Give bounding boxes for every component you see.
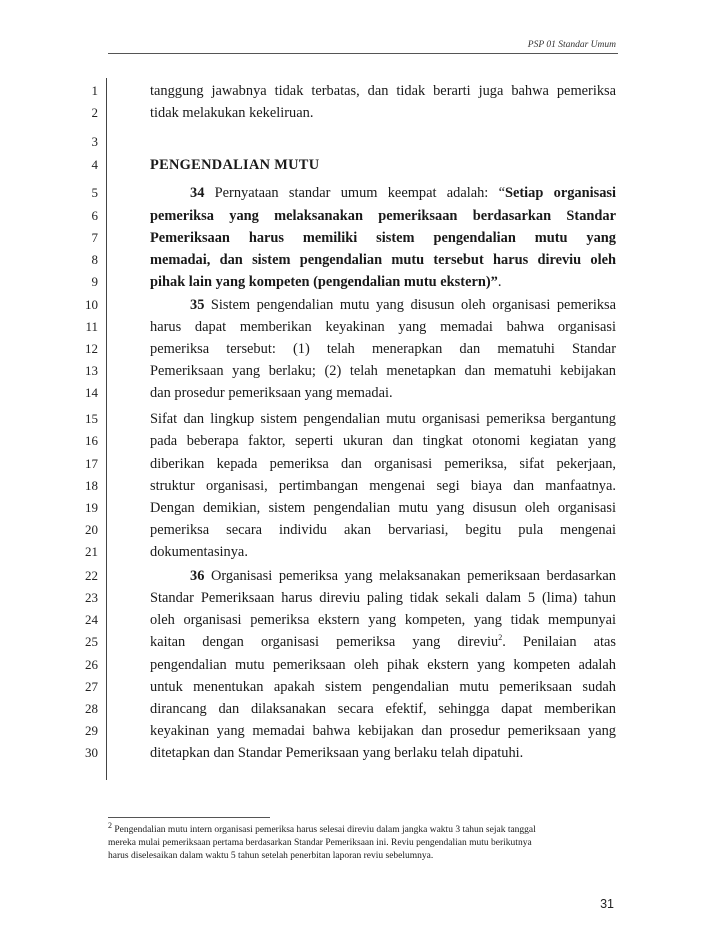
line-number: 6 bbox=[91, 208, 98, 223]
line-number: 27 bbox=[85, 679, 98, 694]
line-number: 24 bbox=[85, 612, 98, 627]
text-line: dirancang dan dilaksanakan secara efektif, sehingga dapat memberikan bbox=[150, 701, 616, 717]
line-number: 9 bbox=[91, 274, 98, 289]
paragraph-number: 35 bbox=[190, 297, 205, 313]
line-number: 29 bbox=[85, 723, 98, 738]
line-number: 7 bbox=[91, 230, 98, 245]
line-number: 14 bbox=[85, 385, 98, 400]
paragraph-36-line: 36 Organisasi pemeriksa yang melaksanakan pemeriksaan berdasarkan bbox=[190, 568, 616, 584]
line-number: 20 bbox=[85, 522, 98, 537]
line-number: 3 bbox=[91, 134, 98, 149]
line-number: 12 bbox=[85, 341, 98, 356]
line-number: 28 bbox=[85, 701, 98, 716]
header-title: PSP 01 Standar Umum bbox=[527, 40, 616, 50]
line-number: 10 bbox=[85, 297, 98, 312]
text-line: Dengan demikian, sistem pengendalian mutu yang disusun oleh organisasi bbox=[150, 500, 616, 516]
line-number: 15 bbox=[85, 411, 98, 426]
text-line: kaitan dengan organisasi pemeriksa yang direviu$^2$. Penilaian atas bbox=[150, 633, 616, 650]
footnote-reference[interactable]: 2 bbox=[498, 633, 503, 643]
line-number: 23 bbox=[85, 590, 98, 605]
line-number: 30 bbox=[85, 745, 98, 760]
paragraph-35-line: 35 Sistem pengendalian mutu yang disusun oleh organisasi pemeriksa bbox=[190, 297, 616, 313]
line-number: 11 bbox=[85, 319, 98, 334]
footnote-line: mereka mulai pemeriksaan pertama berdasarkan Standar Pemeriksaan ini. Reviu pengendalian mutu berikutnya bbox=[108, 838, 532, 848]
line-number: 22 bbox=[85, 568, 98, 583]
line-number: 4 bbox=[91, 157, 98, 172]
text-line: Pemeriksaan yang berlaku; (2) telah menetapkan dan mematuhi kebijakan bbox=[150, 363, 616, 379]
header-rule bbox=[108, 53, 618, 54]
text-line: untuk menentukan apakah sistem pengendalian mutu pemeriksaan sudah bbox=[150, 679, 616, 695]
footnote-marker: 2 bbox=[108, 820, 112, 830]
paragraph-number: 36 bbox=[190, 568, 205, 584]
text-line: pemeriksa yang melaksanakan pemeriksaan berdasarkan Standar bbox=[150, 208, 616, 224]
text-line: memadai, dan sistem pengendalian mutu tersebut harus direviu oleh bbox=[150, 252, 616, 268]
text-line: pihak lain yang kompeten (pengendalian mutu ekstern)”. bbox=[150, 274, 502, 290]
line-number: 5 bbox=[91, 185, 98, 200]
text-line: Pemeriksaan harus memiliki sistem pengendalian mutu yang bbox=[150, 230, 616, 246]
section-heading: PENGENDALIAN MUTU bbox=[150, 157, 320, 173]
line-number: 25 bbox=[85, 634, 98, 649]
line-number: 16 bbox=[85, 433, 98, 448]
text-line: pengendalian mutu pemeriksaan oleh pihak ekstern yang kompeten adalah bbox=[150, 657, 616, 673]
text-line: dan prosedur pemeriksaan yang memadai. bbox=[150, 385, 393, 401]
line-number: 26 bbox=[85, 657, 98, 672]
text-line: dokumentasinya. bbox=[150, 544, 248, 560]
text-line: harus dapat memberikan keyakinan yang memadai bahwa organisasi bbox=[150, 319, 616, 335]
text-line: Standar Pemeriksaan harus direviu paling tidak sekali dalam 5 (lima) tahun bbox=[150, 590, 616, 606]
footnote-line: harus diselesaikan dalam waktu 5 tahun setelah penerbitan laporan reviu sebelumnya. bbox=[108, 851, 434, 861]
line-number: 17 bbox=[85, 456, 98, 471]
line-number: 19 bbox=[85, 500, 98, 515]
line-number: 8 bbox=[91, 252, 98, 267]
line-number: 13 bbox=[85, 363, 98, 378]
text-line: ditetapkan dan Standar Pemeriksaan yang berlaku telah dipatuhi. bbox=[150, 745, 524, 761]
text-line: tanggung jawabnya tidak terbatas, dan tidak berarti juga bahwa pemeriksa bbox=[150, 83, 616, 99]
text-line: pada beberapa faktor, seperti ukuran dan tingkat otonomi kegiatan yang bbox=[150, 433, 616, 449]
text-line: struktur organisasi, pertimbangan mengenai segi biaya dan manfaatnya. bbox=[150, 478, 616, 494]
text-line: pemeriksa tersebut: (1) telah menerapkan dan mematuhi Standar bbox=[150, 341, 616, 357]
text-line: Sifat dan lingkup sistem pengendalian mutu organisasi pemeriksa bergantung bbox=[150, 411, 616, 427]
paragraph-34-line: 34 Pernyataan standar umum keempat adalah: “Setiap organisasi bbox=[190, 185, 616, 201]
line-number: 2 bbox=[91, 105, 98, 120]
line-number: 21 bbox=[85, 544, 98, 559]
line-number-rule bbox=[106, 78, 107, 780]
footnote-line: $^2$ Pengendalian mutu intern organisasi pemeriksa harus selesai direviu dalam jangka waktu 3 tahun sejak tanggal bbox=[108, 820, 536, 835]
text-line: tidak melakukan kekeliruan. bbox=[150, 105, 314, 121]
line-number: 18 bbox=[85, 478, 98, 493]
line-number: 1 bbox=[91, 83, 98, 98]
paragraph-number: 34 bbox=[190, 185, 205, 201]
text-line: keyakinan yang memadai bahwa kebijakan dan prosedur pemeriksaan yang bbox=[150, 723, 616, 739]
text-line: oleh organisasi pemeriksa ekstern yang kompeten, yang tidak mempunyai bbox=[150, 612, 616, 628]
text-line: pemeriksa secara individu akan bervariasi, begitu pula mengenai bbox=[150, 522, 616, 538]
footnote-rule bbox=[108, 817, 270, 818]
page-number: 31 bbox=[600, 897, 614, 911]
text-line: diberikan kepada pemeriksa dan organisasi pemeriksa, sifat pekerjaan, bbox=[150, 456, 616, 472]
